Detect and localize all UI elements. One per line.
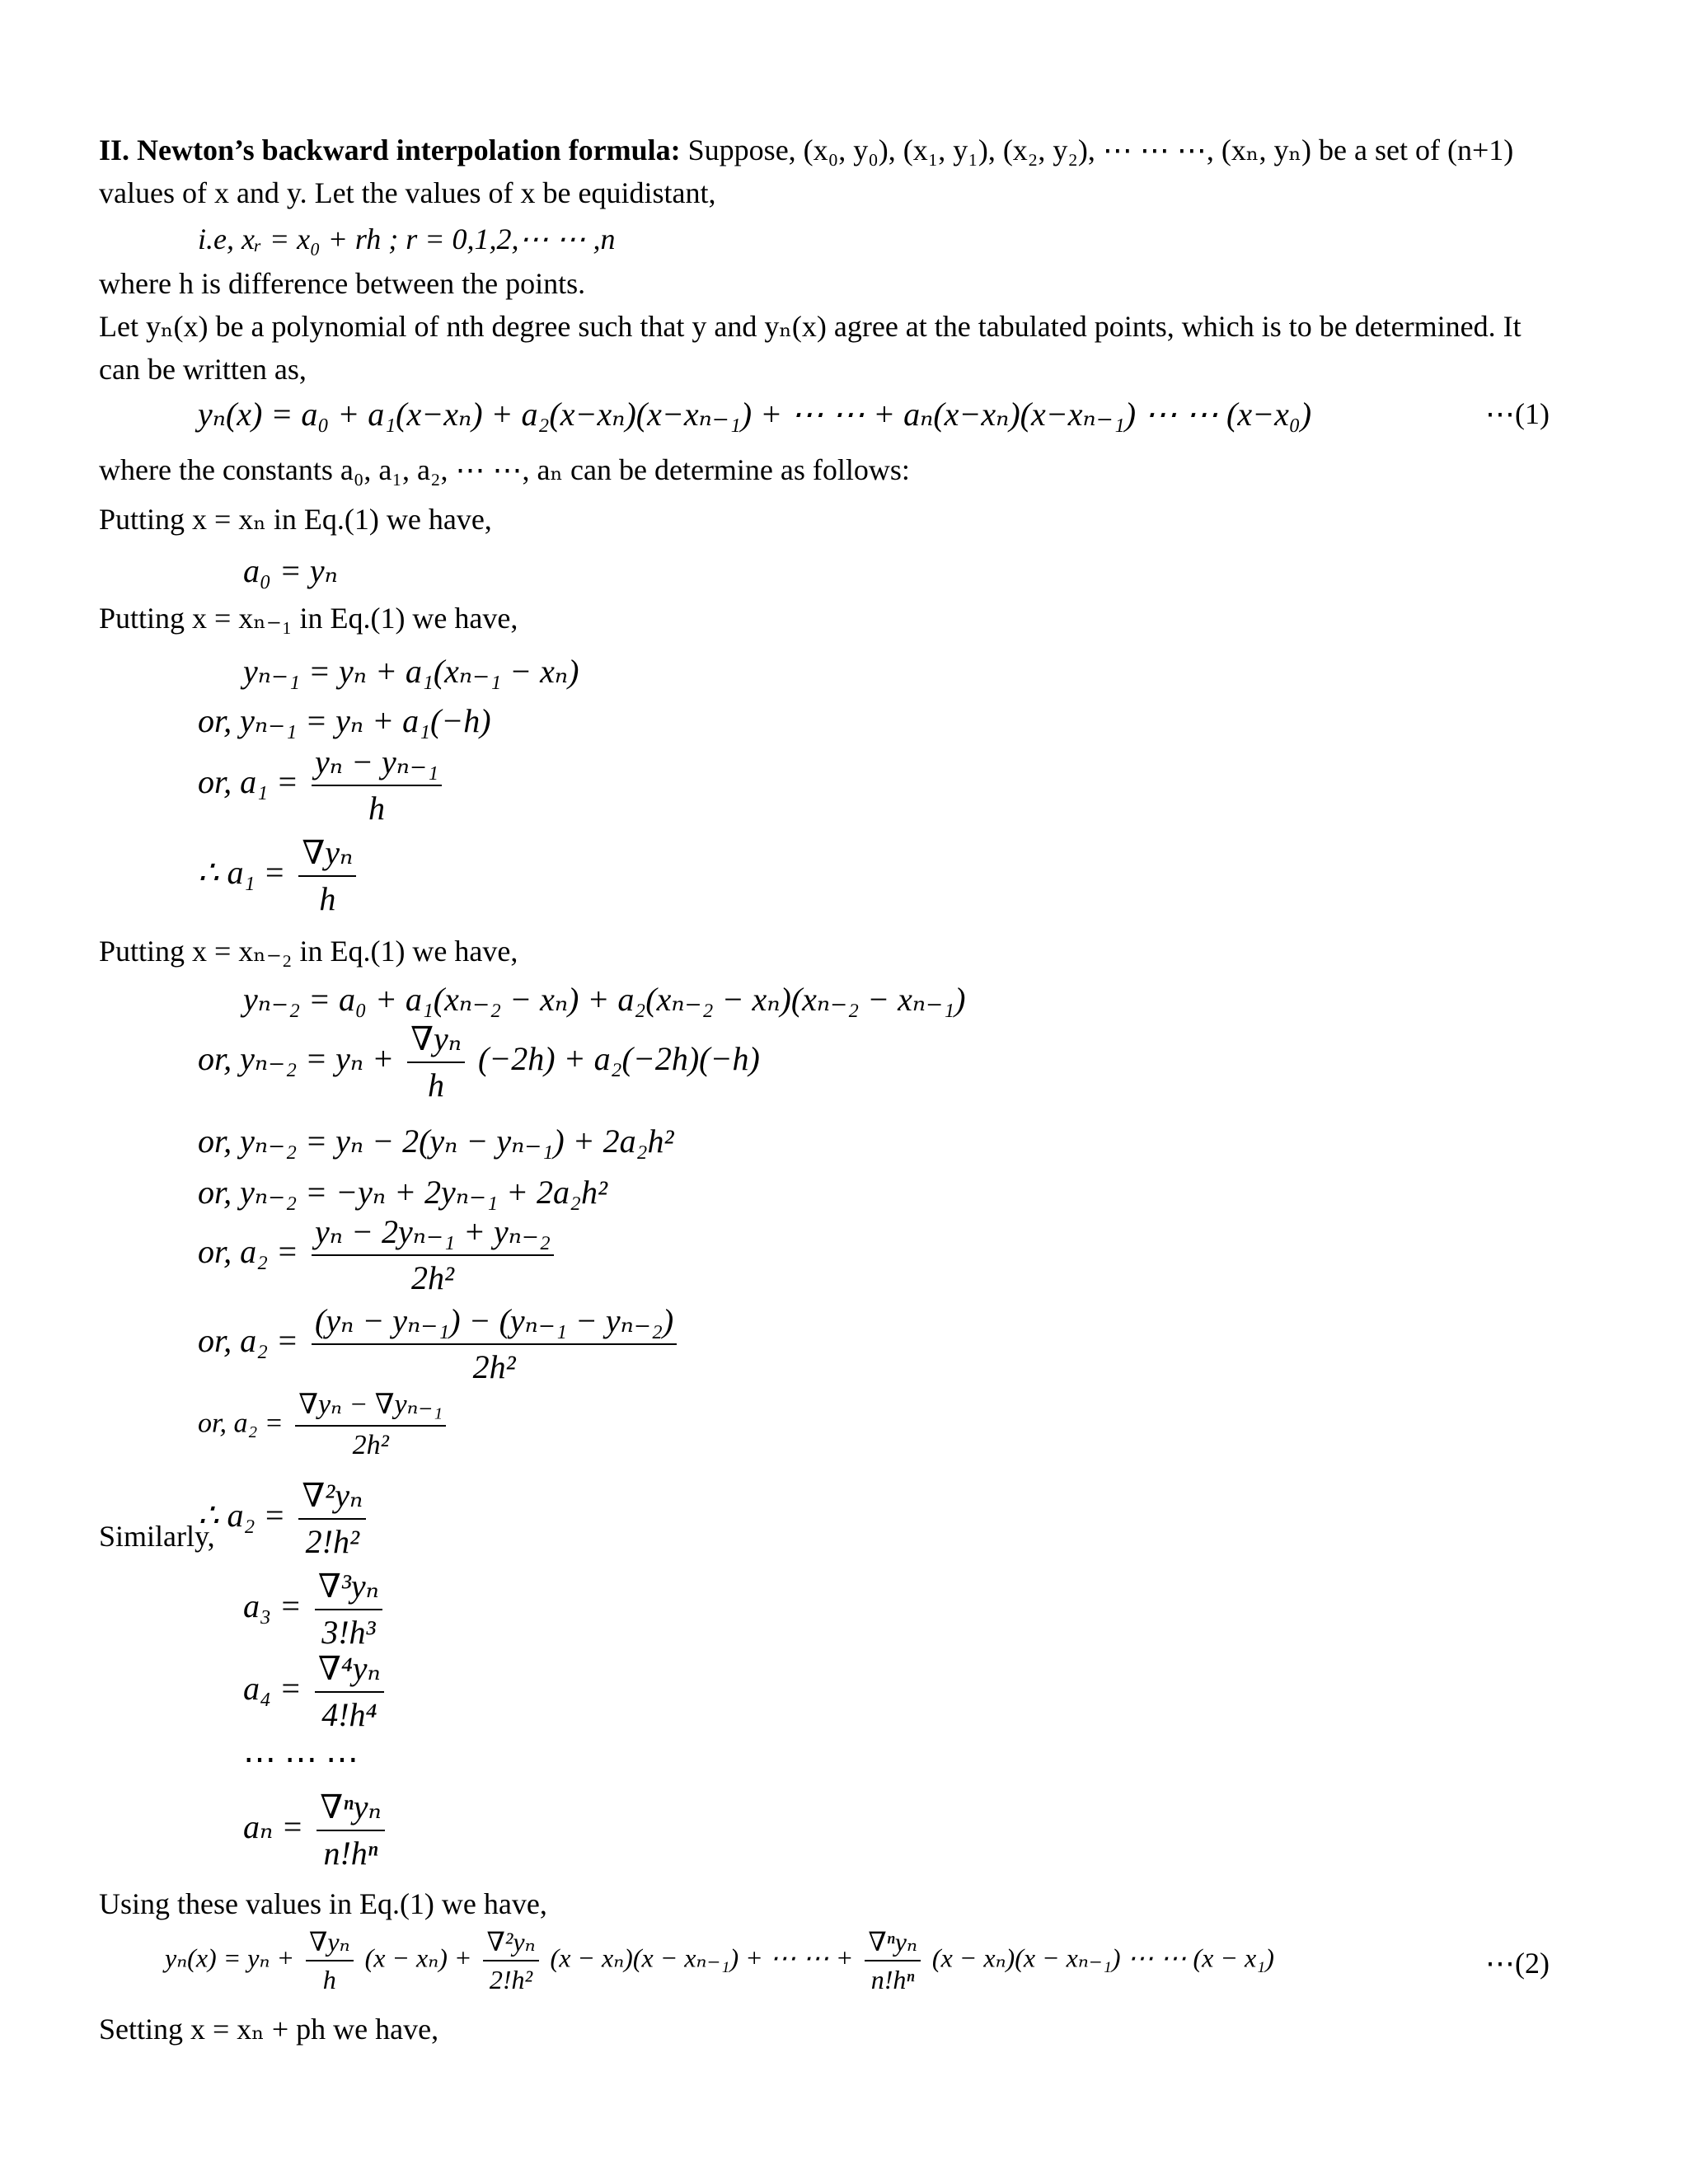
t2-numerator: ∇yₙ [407,1019,465,1063]
t8-fraction [298,1475,366,1563]
setting-text: Setting x = xₙ + ph we have, [99,2013,439,2046]
eq2-fraction-3 [865,1925,921,1996]
t7-numerator: ∇yₙ − ∇yₙ₋₁ [295,1388,446,1427]
ellipsis-line: ⋯ ⋯ ⋯ [243,1741,359,1778]
t8-numerator: ∇²yₙ [298,1475,366,1520]
eq2-part-a: yₙ(x) = yₙ + [165,1943,295,1973]
step-3-numerator: yₙ − yₙ₋₁ [312,742,442,786]
a4-lhs: a₄ = [243,1670,302,1708]
t5-lhs: or, a₂ = [198,1233,299,1271]
putting-xn2-text: Putting x = xₙ₋₂ in Eq.(1) we have, [99,935,518,968]
putting-xn-text: Putting x = xₙ in Eq.(1) we have, [99,503,492,536]
t4-equation: or, yₙ₋₂ = −yₙ + 2yₙ₋₁ + 2a₂h² [198,1174,607,1211]
t8-equation [198,1475,371,1563]
equation-1: yₙ(x) = a₀ + a₁(x−xₙ) + a₂(x−xₙ)(x−xₙ₋₁) + ⋯ ⋯ + aₙ(x−xₙ)(x−xₙ₋₁) ⋯ ⋯ (x−x₀) [198,396,1312,433]
eq2-fraction-1-numerator: ∇yₙ [306,1925,354,1961]
equation-1-number: ⋯(1) [1485,397,1550,430]
t2-lhs: or, yₙ₋₂ = yₙ + [198,1040,395,1078]
equation-2 [165,1925,1274,1996]
a4-fraction [315,1648,384,1736]
t5-fraction [312,1212,554,1299]
t5-denominator: 2h² [410,1259,454,1296]
section-heading: II. Newton’s backward interpolation formula: [99,134,681,166]
t6-denominator: 2h² [472,1348,516,1385]
eq2-part-d: (x − xₙ)(x − xₙ₋₁) ⋯ ⋯ (x − x₁) [931,1943,1274,1973]
t6-lhs: or, a₂ = [198,1322,299,1360]
step-4-lhs: ∴ a₁ = [198,854,286,892]
eq2-fraction-1-denominator: h [322,1965,336,1994]
step-3-denominator: h [368,790,385,827]
similarly-text: Similarly, [99,1520,215,1553]
t5-numerator: yₙ − 2yₙ₋₁ + yₙ₋₂ [312,1212,554,1256]
step-1-equation: yₙ₋₁ = yₙ + a₁(xₙ₋₁ − xₙ) [243,653,579,690]
a3-numerator: ∇³yₙ [315,1566,382,1610]
using-values-text: Using these values in Eq.(1) we have, [99,1887,547,1920]
where-h-text: where h is difference between the points. [99,267,586,300]
an-equation [243,1787,390,1874]
a3-lhs: a₃ = [243,1587,302,1625]
t6-equation [198,1301,682,1388]
eq2-fraction-3-denominator: n!hⁿ [870,1965,915,1994]
can-written-text: can be written as, [99,353,307,386]
a4-numerator: ∇⁴yₙ [315,1648,384,1693]
a4-denominator: 4!h⁴ [321,1696,377,1733]
eq2-fraction-2 [483,1925,538,1996]
step-2-equation: or, yₙ₋₁ = yₙ + a₁(−h) [198,702,491,739]
step-4-fraction [298,832,356,920]
let-text: Let yₙ(x) be a polynomial of nth degree such that y and yₙ(x) agree at the tabulated points, which is to be determined. It [99,310,1522,343]
t8-denominator: 2!h² [305,1523,359,1560]
putting-xn1-text: Putting x = xₙ₋₁ in Eq.(1) we have, [99,602,518,635]
an-numerator: ∇ⁿyₙ [316,1787,385,1831]
intro-text-2: values of x and y. Let the values of x be equidistant, [99,176,716,209]
paragraph-intro [99,132,1513,169]
constants-text: where the constants a₀, a₁, a₂, ⋯ ⋯, aₙ can be determine as follows: [99,453,910,486]
a4-equation [243,1648,389,1736]
t8-lhs: ∴ a₂ = [198,1497,286,1535]
step-4-denominator: h [319,880,336,917]
t7-lhs: or, a₂ = [198,1408,284,1439]
t7-fraction [295,1388,446,1463]
eq2-fraction-2-denominator: 2!h² [489,1965,533,1994]
step-4-equation [198,832,361,920]
t2-rhs: (−2h) + a₂(−2h)(−h) [477,1040,760,1078]
step-3-lhs: or, a₁ = [198,763,299,801]
t5-equation [198,1212,559,1299]
an-fraction [316,1787,385,1874]
an-lhs: aₙ = [243,1808,304,1846]
t1-equation: yₙ₋₂ = a₀ + a₁(xₙ₋₂ − xₙ) + a₂(xₙ₋₂ − xₙ)(xₙ₋₂ − xₙ₋₁) [243,981,966,1018]
a3-equation [243,1566,387,1653]
t2-denominator: h [428,1066,445,1104]
eq2-part-b: (x − xₙ) + [364,1943,472,1973]
a3-denominator: 3!h³ [321,1614,376,1651]
step-4-numerator: ∇yₙ [298,832,356,877]
t2-equation [198,1019,760,1106]
t2-fraction [407,1019,465,1106]
t6-numerator: (yₙ − yₙ₋₁) − (yₙ₋₁ − yₙ₋₂) [312,1301,677,1345]
ie-equation: i.e, xᵣ = x₀ + rh ; r = 0,1,2,⋯ ⋯ ,n [198,223,616,255]
eq2-fraction-2-numerator: ∇²yₙ [483,1925,538,1961]
equation-2-number: ⋯(2) [1485,1947,1550,1980]
t7-denominator: 2h² [352,1429,389,1460]
t3-equation: or, yₙ₋₂ = yₙ − 2(yₙ − yₙ₋₁) + 2a₂h² [198,1122,674,1160]
a3-fraction [315,1566,382,1653]
t6-fraction [312,1301,677,1388]
step-3-fraction [312,742,442,829]
an-denominator: n!hⁿ [323,1835,378,1872]
eq2-fraction-3-numerator: ∇ⁿyₙ [865,1925,921,1961]
intro-text-1: Suppose, (x₀, y₀), (x₁, y₁), (x₂, y₂), ⋯ ⋯ ⋯, (xₙ, yₙ) be a set of (n+1) [687,134,1514,166]
t7-equation [198,1388,451,1463]
a0-equation: a₀ = yₙ [243,552,338,589]
step-3-equation [198,742,447,829]
eq2-part-c: (x − xₙ)(x − xₙ₋₁) + ⋯ ⋯ + [550,1943,854,1973]
eq2-fraction-1 [306,1925,354,1996]
